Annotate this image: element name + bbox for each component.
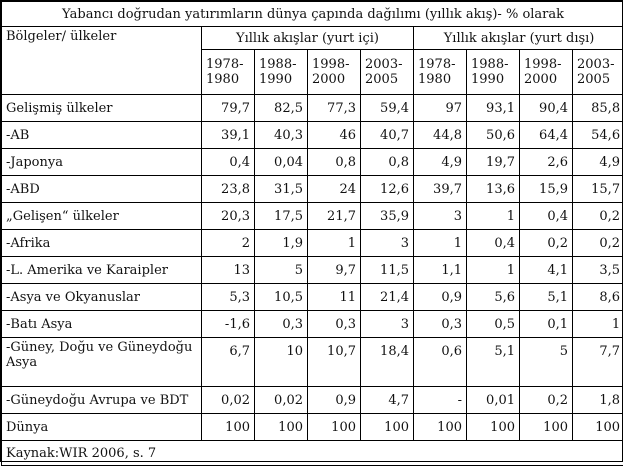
row-label: -Güneydoğu Avrupa ve BDT: [2, 387, 202, 414]
table-row: [2, 387, 623, 414]
row-label: -ABD: [2, 176, 202, 203]
value-cell: 0,4: [520, 203, 573, 230]
year-header: 1998-2000: [520, 50, 573, 95]
value-cell: 0,2: [520, 387, 573, 414]
value-cell: 39,1: [202, 122, 255, 149]
value-cell: 64,4: [520, 122, 573, 149]
value-cell: 23,8: [202, 176, 255, 203]
value-cell: 77,3: [308, 95, 361, 122]
value-cell: 18,4: [361, 338, 414, 387]
value-cell: 40,3: [255, 122, 308, 149]
value-cell: 46: [308, 122, 361, 149]
value-cell: 12,6: [361, 176, 414, 203]
value-cell: 97: [414, 95, 467, 122]
value-cell: 17,5: [255, 203, 308, 230]
source-note: Kaynak:WIR 2006, s. 7: [2, 441, 623, 466]
value-cell: 13,6: [467, 176, 520, 203]
row-label: -Asya ve Okyanuslar: [2, 284, 202, 311]
row-label: -AB: [2, 122, 202, 149]
table-row: [2, 176, 623, 203]
value-cell: 100: [520, 414, 573, 441]
value-cell: 10,5: [255, 284, 308, 311]
table-row: [2, 230, 623, 257]
value-cell: 1,8: [573, 387, 623, 414]
value-cell: 1: [414, 230, 467, 257]
table-title: Yabancı doğrudan yatırımların dünya çapında dağılımı (yıllık akış)- % olarak: [2, 2, 623, 27]
value-cell: 3: [361, 311, 414, 338]
value-cell: 6,7: [202, 338, 255, 387]
value-cell: -1,6: [202, 311, 255, 338]
category-header: Bölgeler/ ülkeler: [2, 27, 202, 95]
year-header: 2003-2005: [573, 50, 623, 95]
value-cell: 19,7: [467, 149, 520, 176]
value-cell: 90,4: [520, 95, 573, 122]
value-cell: 0,8: [308, 149, 361, 176]
value-cell: 4,9: [414, 149, 467, 176]
value-cell: 44,8: [414, 122, 467, 149]
year-header: 2003-2005: [361, 50, 414, 95]
value-cell: 1: [467, 257, 520, 284]
value-cell: 0,04: [255, 149, 308, 176]
value-cell: 39,7: [414, 176, 467, 203]
value-cell: -: [414, 387, 467, 414]
value-cell: 0,2: [520, 230, 573, 257]
value-cell: 0,02: [255, 387, 308, 414]
value-cell: 100: [308, 414, 361, 441]
value-cell: 20,3: [202, 203, 255, 230]
value-cell: 21,4: [361, 284, 414, 311]
year-header: 1988-1990: [467, 50, 520, 95]
row-label: Gelişmiş ülkeler: [2, 95, 202, 122]
year-header: 1978-1980: [202, 50, 255, 95]
value-cell: 1,1: [414, 257, 467, 284]
value-cell: 0,4: [467, 230, 520, 257]
value-cell: 0,9: [414, 284, 467, 311]
value-cell: 2,6: [520, 149, 573, 176]
value-cell: 0,01: [467, 387, 520, 414]
value-cell: 100: [255, 414, 308, 441]
value-cell: 31,5: [255, 176, 308, 203]
value-cell: 0,02: [202, 387, 255, 414]
row-label: -Afrika: [2, 230, 202, 257]
group-header-outward: Yıllık akışlar (yurt dışı): [414, 27, 623, 50]
value-cell: 4,7: [361, 387, 414, 414]
row-label: -Japonya: [2, 149, 202, 176]
value-cell: 85,8: [573, 95, 623, 122]
value-cell: 93,1: [467, 95, 520, 122]
table-row: [2, 122, 623, 149]
value-cell: 100: [573, 414, 623, 441]
value-cell: 13: [202, 257, 255, 284]
value-cell: 15,9: [520, 176, 573, 203]
value-cell: 5: [520, 338, 573, 387]
value-cell: 0,3: [308, 311, 361, 338]
value-cell: 1: [573, 311, 623, 338]
value-cell: 1: [467, 203, 520, 230]
value-cell: 0,3: [255, 311, 308, 338]
row-label: -L. Amerika ve Karaipler: [2, 257, 202, 284]
value-cell: 79,7: [202, 95, 255, 122]
value-cell: 50,6: [467, 122, 520, 149]
group-header-inward: Yıllık akışlar (yurt içi): [202, 27, 414, 50]
value-cell: 35,9: [361, 203, 414, 230]
value-cell: 5,3: [202, 284, 255, 311]
year-header: 1978-1980: [414, 50, 467, 95]
value-cell: 4,9: [573, 149, 623, 176]
value-cell: 0,2: [573, 203, 623, 230]
value-cell: 1: [308, 230, 361, 257]
table-row: [2, 284, 623, 311]
fdi-distribution-table: [1, 1, 623, 466]
value-cell: 21,7: [308, 203, 361, 230]
value-cell: 2: [202, 230, 255, 257]
value-cell: 100: [361, 414, 414, 441]
value-cell: 0,1: [520, 311, 573, 338]
value-cell: 7,7: [573, 338, 623, 387]
value-cell: 24: [308, 176, 361, 203]
value-cell: 10: [255, 338, 308, 387]
row-label: -Güney, Doğu ve Güneydoğu Asya: [2, 338, 202, 387]
year-header: 1988-1990: [255, 50, 308, 95]
value-cell: 40,7: [361, 122, 414, 149]
row-label: -Batı Asya: [2, 311, 202, 338]
value-cell: 9,7: [308, 257, 361, 284]
table-row: [2, 203, 623, 230]
value-cell: 0,9: [308, 387, 361, 414]
value-cell: 15,7: [573, 176, 623, 203]
value-cell: 59,4: [361, 95, 414, 122]
row-label: Dünya: [2, 414, 202, 441]
value-cell: 3: [361, 230, 414, 257]
value-cell: 82,5: [255, 95, 308, 122]
value-cell: 100: [414, 414, 467, 441]
value-cell: 54,6: [573, 122, 623, 149]
value-cell: 3: [414, 203, 467, 230]
value-cell: 5,1: [520, 284, 573, 311]
value-cell: 0,5: [467, 311, 520, 338]
year-header: 1998-2000: [308, 50, 361, 95]
value-cell: 0,2: [573, 230, 623, 257]
value-cell: 3,5: [573, 257, 623, 284]
value-cell: 100: [467, 414, 520, 441]
value-cell: 10,7: [308, 338, 361, 387]
table-row: [2, 149, 623, 176]
value-cell: 5,6: [467, 284, 520, 311]
value-cell: 11: [308, 284, 361, 311]
value-cell: 11,5: [361, 257, 414, 284]
table-row: [2, 414, 623, 441]
table-row: [2, 311, 623, 338]
table-row: [2, 95, 623, 122]
value-cell: 0,3: [414, 311, 467, 338]
value-cell: 0,4: [202, 149, 255, 176]
value-cell: 5,1: [467, 338, 520, 387]
value-cell: 5: [255, 257, 308, 284]
value-cell: 0,8: [361, 149, 414, 176]
table-row: [2, 257, 623, 284]
value-cell: 0,6: [414, 338, 467, 387]
value-cell: 100: [202, 414, 255, 441]
value-cell: 1,9: [255, 230, 308, 257]
row-label: „Gelişen“ ülkeler: [2, 203, 202, 230]
value-cell: 4,1: [520, 257, 573, 284]
value-cell: 8,6: [573, 284, 623, 311]
table-row: [2, 338, 623, 387]
